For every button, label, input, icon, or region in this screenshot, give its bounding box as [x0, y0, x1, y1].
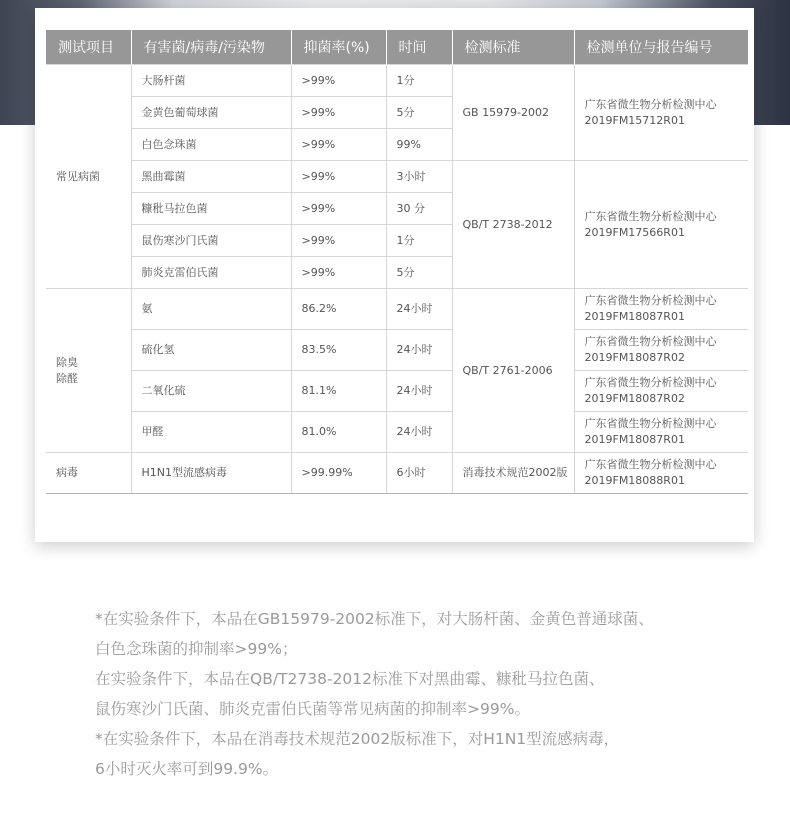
report-number: 2019FM15712R01	[584, 113, 685, 127]
report-number: 2019FM18088R01	[584, 474, 685, 487]
note-line: 在实验条件下，本品在QB/T2738-2012标准下对黑曲霉、糠秕马拉色菌、	[95, 670, 605, 688]
item-cell: H1N1型流感病毒	[131, 453, 291, 494]
table-row	[46, 65, 748, 97]
report-number: 2019FM18087R02	[584, 351, 685, 364]
note-line: 6小时灭火率可到99.9%。	[95, 760, 279, 778]
table-row	[46, 412, 748, 453]
report-org: 广东省微生物分析检测中心	[584, 209, 717, 223]
rate-cell: >99%	[291, 129, 386, 161]
report-cell	[574, 412, 748, 453]
note-line: 鼠伤寒沙门氏菌、肺炎克雷伯氏菌等常见病菌的抑制率>99%。	[95, 700, 530, 718]
rate-cell: >99%	[291, 193, 386, 225]
report-number: 2019FM18087R01	[584, 433, 685, 446]
group-common-pathogens: 常见病菌	[46, 65, 131, 289]
time-cell: 1分	[386, 225, 452, 257]
test-conditions-note	[95, 604, 775, 784]
table-header-row	[46, 30, 748, 65]
table-row	[46, 371, 748, 412]
report-cell	[574, 161, 748, 289]
note-line: 白色念珠菌的抑制率>99%；	[95, 640, 298, 658]
report-number: 2019FM18087R02	[584, 392, 685, 405]
time-cell: 30 分	[386, 193, 452, 225]
header-standard: 检测标准	[452, 30, 574, 65]
item-cell: 大肠杆菌	[131, 65, 291, 97]
time-cell: 24小时	[386, 330, 452, 371]
time-cell: 24小时	[386, 371, 452, 412]
header-pathogen: 有害菌/病毒/污染物	[131, 30, 291, 65]
item-cell: 氨	[131, 289, 291, 330]
group-label-formaldehyde: 除醛	[56, 371, 78, 385]
table-row	[46, 161, 748, 193]
report-cell	[574, 65, 748, 161]
note-line: *在实验条件下，本品在消毒技术规范2002版标准下，对H1N1型流感病毒，	[95, 730, 620, 748]
item-cell: 肺炎克雷伯氏菌	[131, 257, 291, 289]
group-virus: 病毒	[46, 453, 131, 494]
rate-cell: >99%	[291, 257, 386, 289]
rate-cell: 86.2%	[291, 289, 386, 330]
rate-cell: >99%	[291, 161, 386, 193]
report-cell	[574, 330, 748, 371]
table-row	[46, 289, 748, 330]
item-cell: 金黄色葡萄球菌	[131, 97, 291, 129]
antibacterial-test-table	[46, 30, 748, 494]
rate-cell: >99%	[291, 97, 386, 129]
rate-cell: 83.5%	[291, 330, 386, 371]
standard-cell: QB/T 2738-2012	[452, 161, 574, 289]
time-cell: 24小时	[386, 289, 452, 330]
rate-cell: 81.1%	[291, 371, 386, 412]
rate-cell: >99%	[291, 65, 386, 97]
rate-cell: 81.0%	[291, 412, 386, 453]
report-cell	[574, 453, 748, 494]
standard-cell: 消毒技术规范2002版	[452, 453, 574, 494]
time-cell: 6小时	[386, 453, 452, 494]
standard-cell: GB 15979-2002	[452, 65, 574, 161]
report-org: 广东省微生物分析检测中心	[584, 97, 717, 111]
report-cell	[574, 289, 748, 330]
group-label-deodorize: 除臭	[56, 355, 78, 369]
group-deodorize-formaldehyde	[46, 289, 131, 453]
report-org: 广东省微生物分析检测中心	[584, 458, 717, 471]
header-test-item: 测试项目	[46, 30, 131, 65]
report-org: 广东省微生物分析检测中心	[584, 335, 717, 348]
note-line: *在实验条件下，本品在GB15979-2002标准下，对大肠杆菌、金黄色普通球菌、	[95, 610, 654, 628]
report-cell	[574, 371, 748, 412]
rate-cell: >99.99%	[291, 453, 386, 494]
time-cell: 5分	[386, 257, 452, 289]
standard-cell: QB/T 2761-2006	[452, 289, 574, 453]
table-row	[46, 453, 748, 494]
time-cell: 99%	[386, 129, 452, 161]
report-org: 广东省微生物分析检测中心	[584, 417, 717, 430]
time-cell: 24小时	[386, 412, 452, 453]
report-number: 2019FM17566R01	[584, 225, 685, 239]
item-cell: 甲醛	[131, 412, 291, 453]
time-cell: 1分	[386, 65, 452, 97]
report-org: 广东省微生物分析检测中心	[584, 376, 717, 389]
item-cell: 鼠伤寒沙门氏菌	[131, 225, 291, 257]
item-cell: 黑曲霉菌	[131, 161, 291, 193]
test-report-card	[35, 8, 754, 542]
rate-cell: >99%	[291, 225, 386, 257]
item-cell: 二氧化硫	[131, 371, 291, 412]
item-cell: 糠秕马拉色菌	[131, 193, 291, 225]
header-rate: 抑菌率(%)	[291, 30, 386, 65]
time-cell: 5分	[386, 97, 452, 129]
table-row	[46, 330, 748, 371]
time-cell: 3小时	[386, 161, 452, 193]
report-org: 广东省微生物分析检测中心	[584, 294, 717, 307]
item-cell: 白色念珠菌	[131, 129, 291, 161]
header-time: 时间	[386, 30, 452, 65]
report-number: 2019FM18087R01	[584, 310, 685, 323]
item-cell: 硫化氢	[131, 330, 291, 371]
header-report: 检测单位与报告编号	[574, 30, 748, 65]
